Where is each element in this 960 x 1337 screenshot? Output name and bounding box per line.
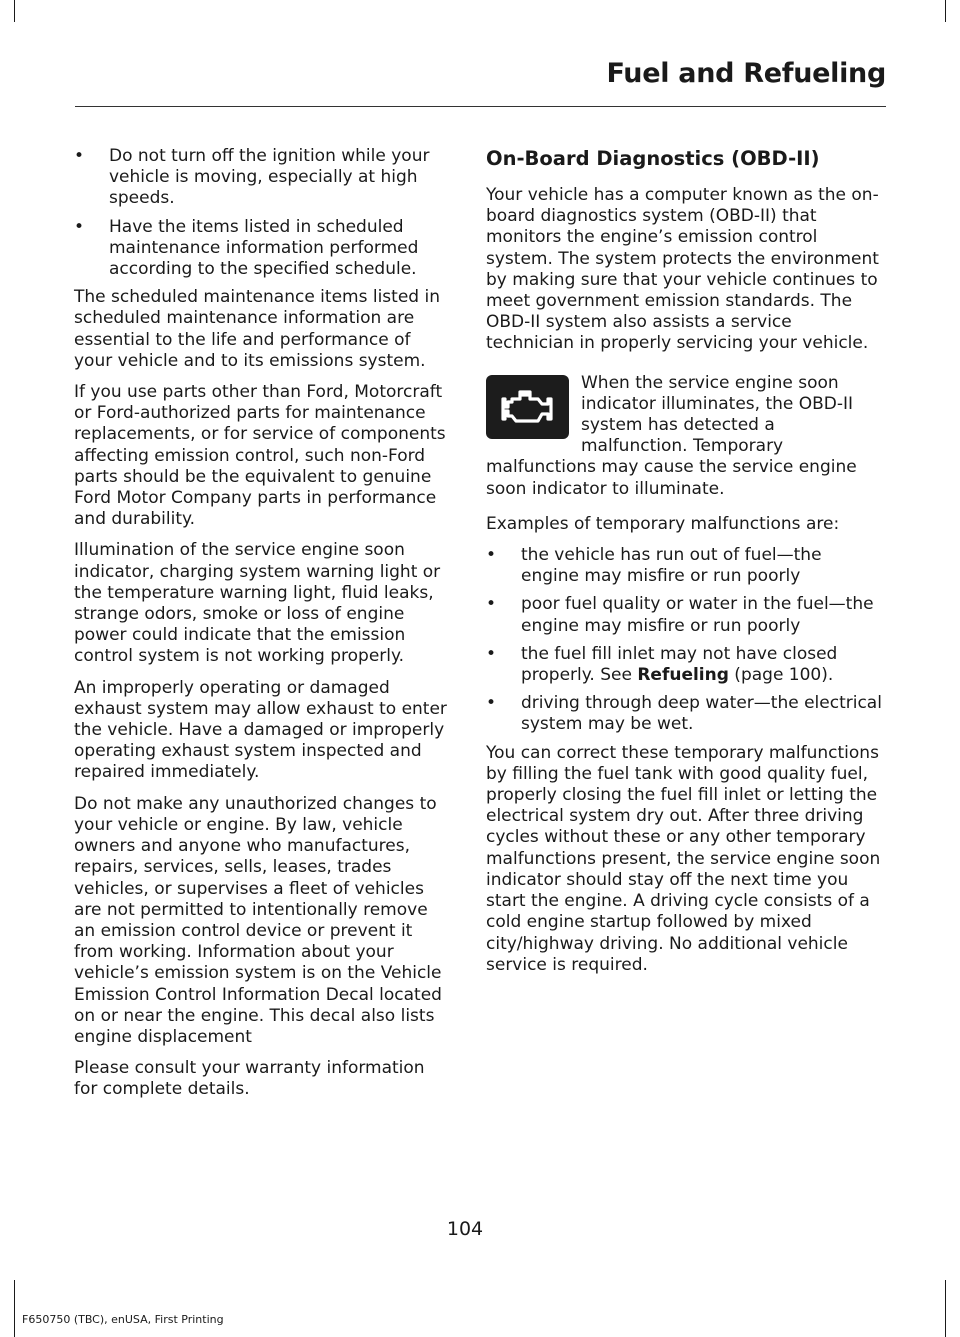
paragraph: Examples of temporary malfunctions are: <box>486 513 840 534</box>
paragraph: You can correct these temporary malfunctions by filling the fuel tank with good quality fuel, properly closing the fuel fill inlet or letting the electrical system dry out. After three driving cycles without these or any other temporary malfunctions present, the service engine soon indicator should stay off the next time you start the engine. A driving cycle consists of a cold engine startup followed by mixed city/highway driving. No additional vehicle service is required. <box>486 742 881 975</box>
bullet-glyph: • <box>486 545 497 566</box>
bullet-glyph: • <box>74 216 85 237</box>
paragraph: Please consult your warranty information for complete details. <box>74 1058 425 1100</box>
paragraph: If you use parts other than Ford, Motorcraft or Ford-authorized parts for maintenance replacements, or for service of components affecting emission control, such non-Ford parts should be the equivalent to genuine Ford Motor Company parts in performance and durability. <box>74 382 446 530</box>
list-item: • the fuel fill inlet may not have closed properly. See Refueling (page 100). <box>486 643 838 686</box>
bullet-glyph: • <box>74 146 85 166</box>
paragraph: Your vehicle has a computer known as the on-board diagnostics system (OBD-II) that monitors the engine’s emission control system. The system protects the environment by making sure that your vehicle continues to meet government emission standards. The OBD-II system also assists a service technician in properly servicing your vehicle. <box>486 185 879 354</box>
page-number: 104 <box>446 1218 484 1240</box>
left-bullet-list <box>74 146 450 280</box>
examples-list <box>486 545 882 736</box>
check-engine-icon-svg <box>498 387 558 427</box>
paragraph: An improperly operating or damaged exhaust system may allow exhaust to enter the vehicle. Have a damaged or improperly operating exhaust system inspected and repaired immediately. <box>74 677 447 783</box>
left-column <box>74 146 450 1111</box>
list-item: • Have the items listed in scheduled maintenance information performed according to the specified schedule. <box>74 216 419 280</box>
bullet-glyph: • <box>486 643 497 664</box>
page-title: Fuel and Refueling <box>606 58 886 89</box>
crop-mark-top-right <box>945 0 946 22</box>
crop-mark-bottom-right <box>945 1280 946 1337</box>
right-column <box>486 146 882 986</box>
crop-mark-top-left <box>14 0 15 22</box>
paragraph: Illumination of the service engine soon indicator, charging system warning light or the temperature warning light, fluid leaks, strange odors, smoke or loss of engine power could indicate that the emission control system is not working properly. <box>74 540 441 667</box>
header-divider <box>75 106 886 107</box>
refueling-xref-link[interactable]: Refueling <box>637 665 729 686</box>
icon-paragraph-text: When the service engine soon indicator illuminates, the OBD-II system has detected a malfunction. Temporary malfunctions may cause the service engine soon indicator to illuminate. <box>486 372 857 499</box>
bullet-glyph: • <box>486 693 497 714</box>
bullet-glyph: • <box>486 594 497 615</box>
check-engine-icon <box>486 375 569 439</box>
list-item: • Do not turn off the ignition while your vehicle is moving, especially at high speeds. <box>74 146 430 209</box>
footer-text: F650750 (TBC), enUSA, First Printing <box>22 1313 224 1326</box>
crop-mark-bottom-left <box>14 1280 15 1337</box>
icon-paragraph <box>486 373 882 500</box>
paragraph: The scheduled maintenance items listed in scheduled maintenance information are essential to the life and performance of your vehicle and to its emissions system. <box>74 287 440 371</box>
list-item: • the vehicle has run out of fuel—the engine may misfire or run poorly <box>486 545 822 587</box>
paragraph: Do not make any unauthorized changes to your vehicle or engine. By law, vehicle owners and anyone who manufactures, repairs, services, sells, leases, trades vehicles, or supervises a fleet of vehicles are not permitted to intentionally remove an emission control device or prevent it from working. Information about your vehicle’s emission system is on the Vehicle Emission Control Information Decal located on or near the engine. This decal also lists engine displacement <box>74 793 442 1047</box>
list-item: • poor fuel quality or water in the fuel—the engine may misfire or run poorly <box>486 594 874 636</box>
list-item: • driving through deep water—the electrical system may be wet. <box>486 693 882 735</box>
section-heading: On-Board Diagnostics (OBD-II) <box>486 147 820 170</box>
